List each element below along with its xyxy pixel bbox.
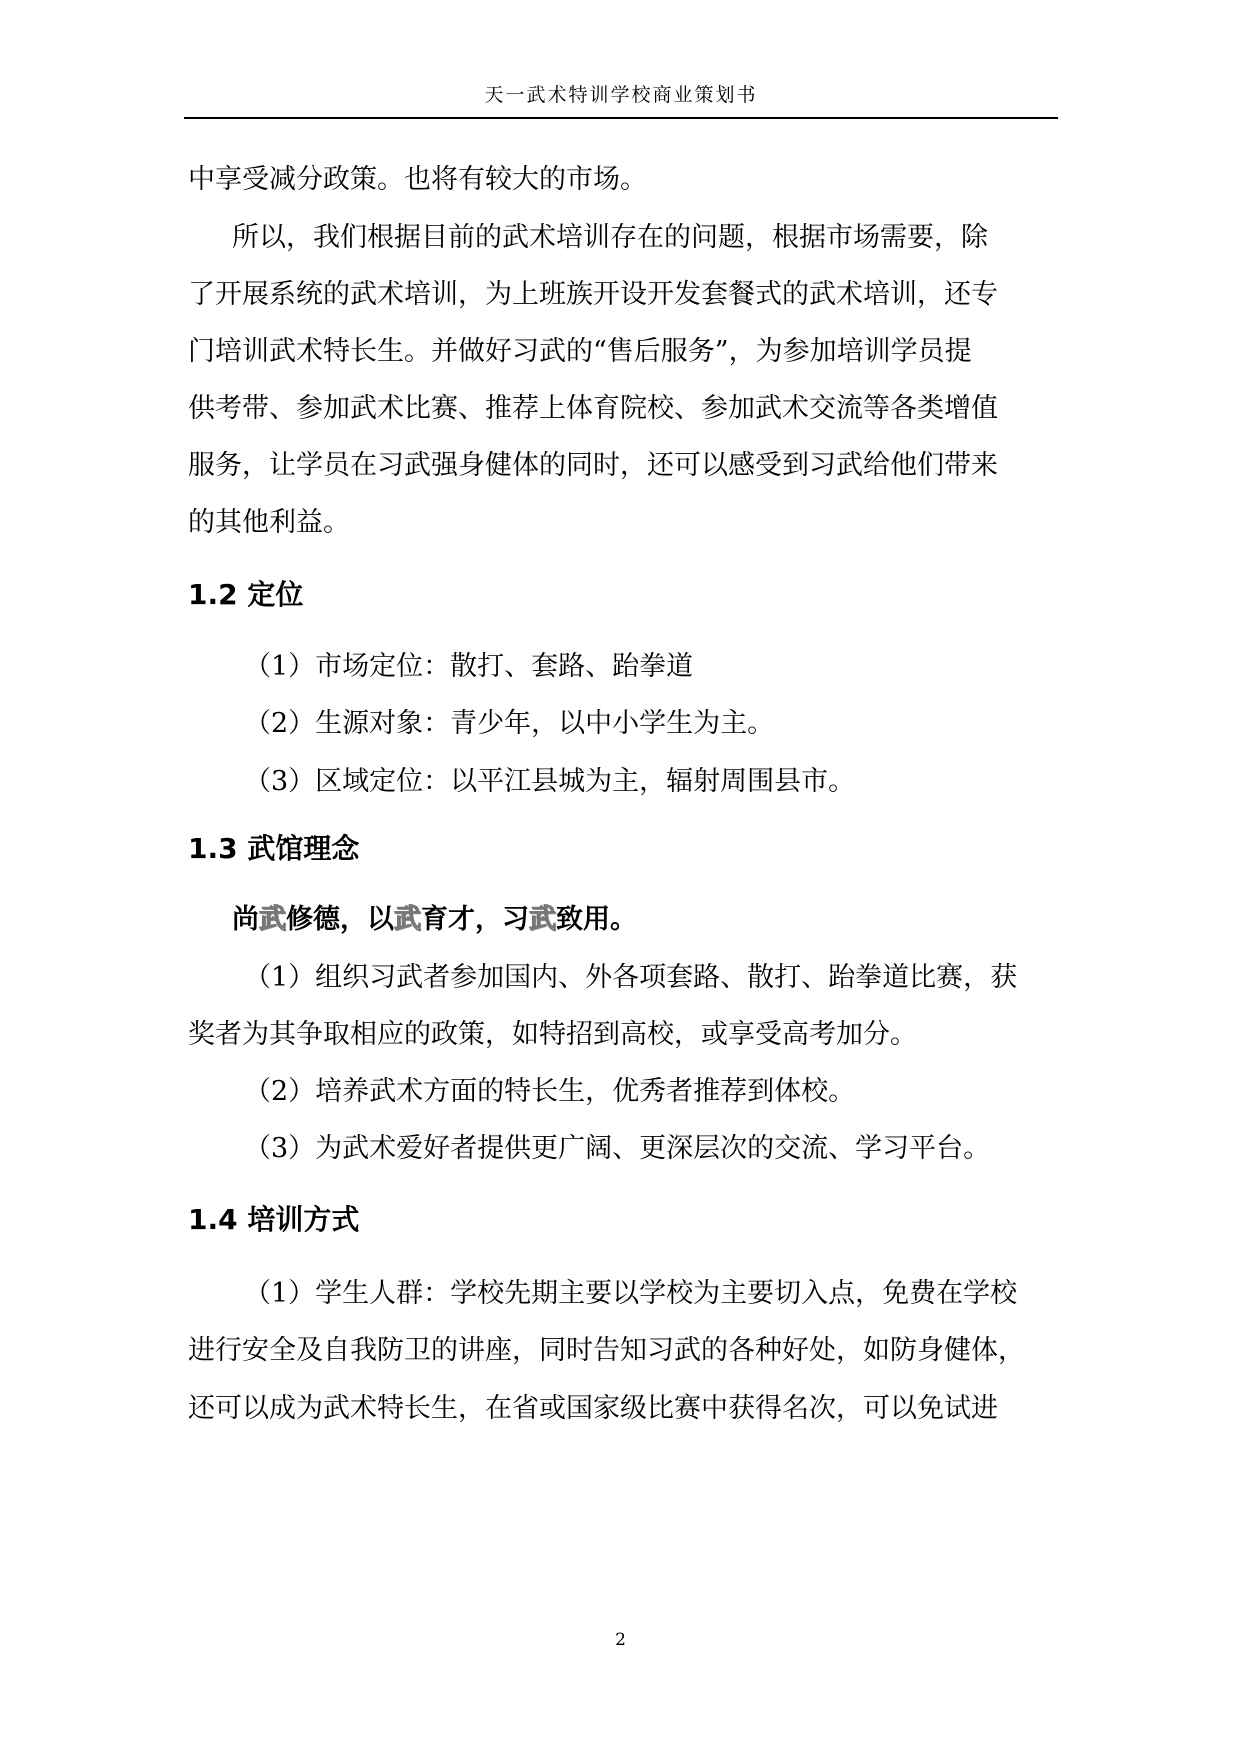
list-item-continuation: 奖者为其争取相应的政策，如特招到高校，或享受高考加分。: [188, 1019, 917, 1050]
page-number: 2: [615, 1630, 626, 1650]
paragraph-line: 中享受减分政策。也将有较大的市场。: [188, 164, 647, 195]
header-divider: [184, 117, 1058, 119]
list-item: （1）市场定位：散打、套路、跆拳道: [244, 651, 694, 682]
list-item: （2）培养武术方面的特长生，优秀者推荐到体校。: [244, 1076, 856, 1107]
motto: [232, 900, 637, 940]
motto-outline-char: 武: [394, 904, 421, 935]
paragraph-line: 门培训武术特长生。并做好习武的“售后服务”，为参加培训学员提: [188, 336, 972, 367]
section-heading-training: 1.4 培训方式: [188, 1203, 360, 1236]
paragraph-line: 进行安全及自我防卫的讲座，同时告知习武的各种好处，如防身健体，: [188, 1335, 1025, 1366]
list-item: （3）区域定位：以平江县城为主，辐射周围县市。: [244, 766, 856, 797]
list-item: （1）组织习武者参加国内、外各项套路、散打、跆拳道比赛，获: [244, 962, 1018, 993]
running-header: 天一武术特训学校商业策划书: [484, 84, 758, 106]
motto-part: 修德，以: [286, 904, 394, 935]
section-heading-positioning: 1.2 定位: [188, 578, 304, 611]
motto-part: 尚: [232, 904, 259, 935]
paragraph-line: （1）学生人群：学校先期主要以学校为主要切入点，免费在学校: [244, 1278, 1018, 1309]
list-item: （2）生源对象：青少年，以中小学生为主。: [244, 708, 775, 739]
motto-part: 致用。: [556, 904, 637, 935]
paragraph-line: 所以，我们根据目前的武术培训存在的问题，根据市场需要，除: [232, 222, 988, 253]
section-heading-philosophy: 1.3 武馆理念: [188, 832, 360, 865]
motto-outline-char: 武: [529, 904, 556, 935]
paragraph-line: 的其他利益。: [188, 507, 350, 538]
motto-outline-char: 武: [259, 904, 286, 935]
paragraph-line: 了开展系统的武术培训，为上班族开设开发套餐式的武术培训，还专: [188, 279, 998, 310]
paragraph-line: 服务，让学员在习武强身健体的同时，还可以感受到习武给他们带来: [188, 450, 998, 481]
list-item: （3）为武术爱好者提供更广阔、更深层次的交流、学习平台。: [244, 1133, 991, 1164]
paragraph-line: 供考带、参加武术比赛、推荐上体育院校、参加武术交流等各类增值: [188, 393, 998, 424]
paragraph-line: 还可以成为武术特长生，在省或国家级比赛中获得名次，可以免试进: [188, 1393, 998, 1424]
motto-part: 育才，习: [421, 904, 529, 935]
